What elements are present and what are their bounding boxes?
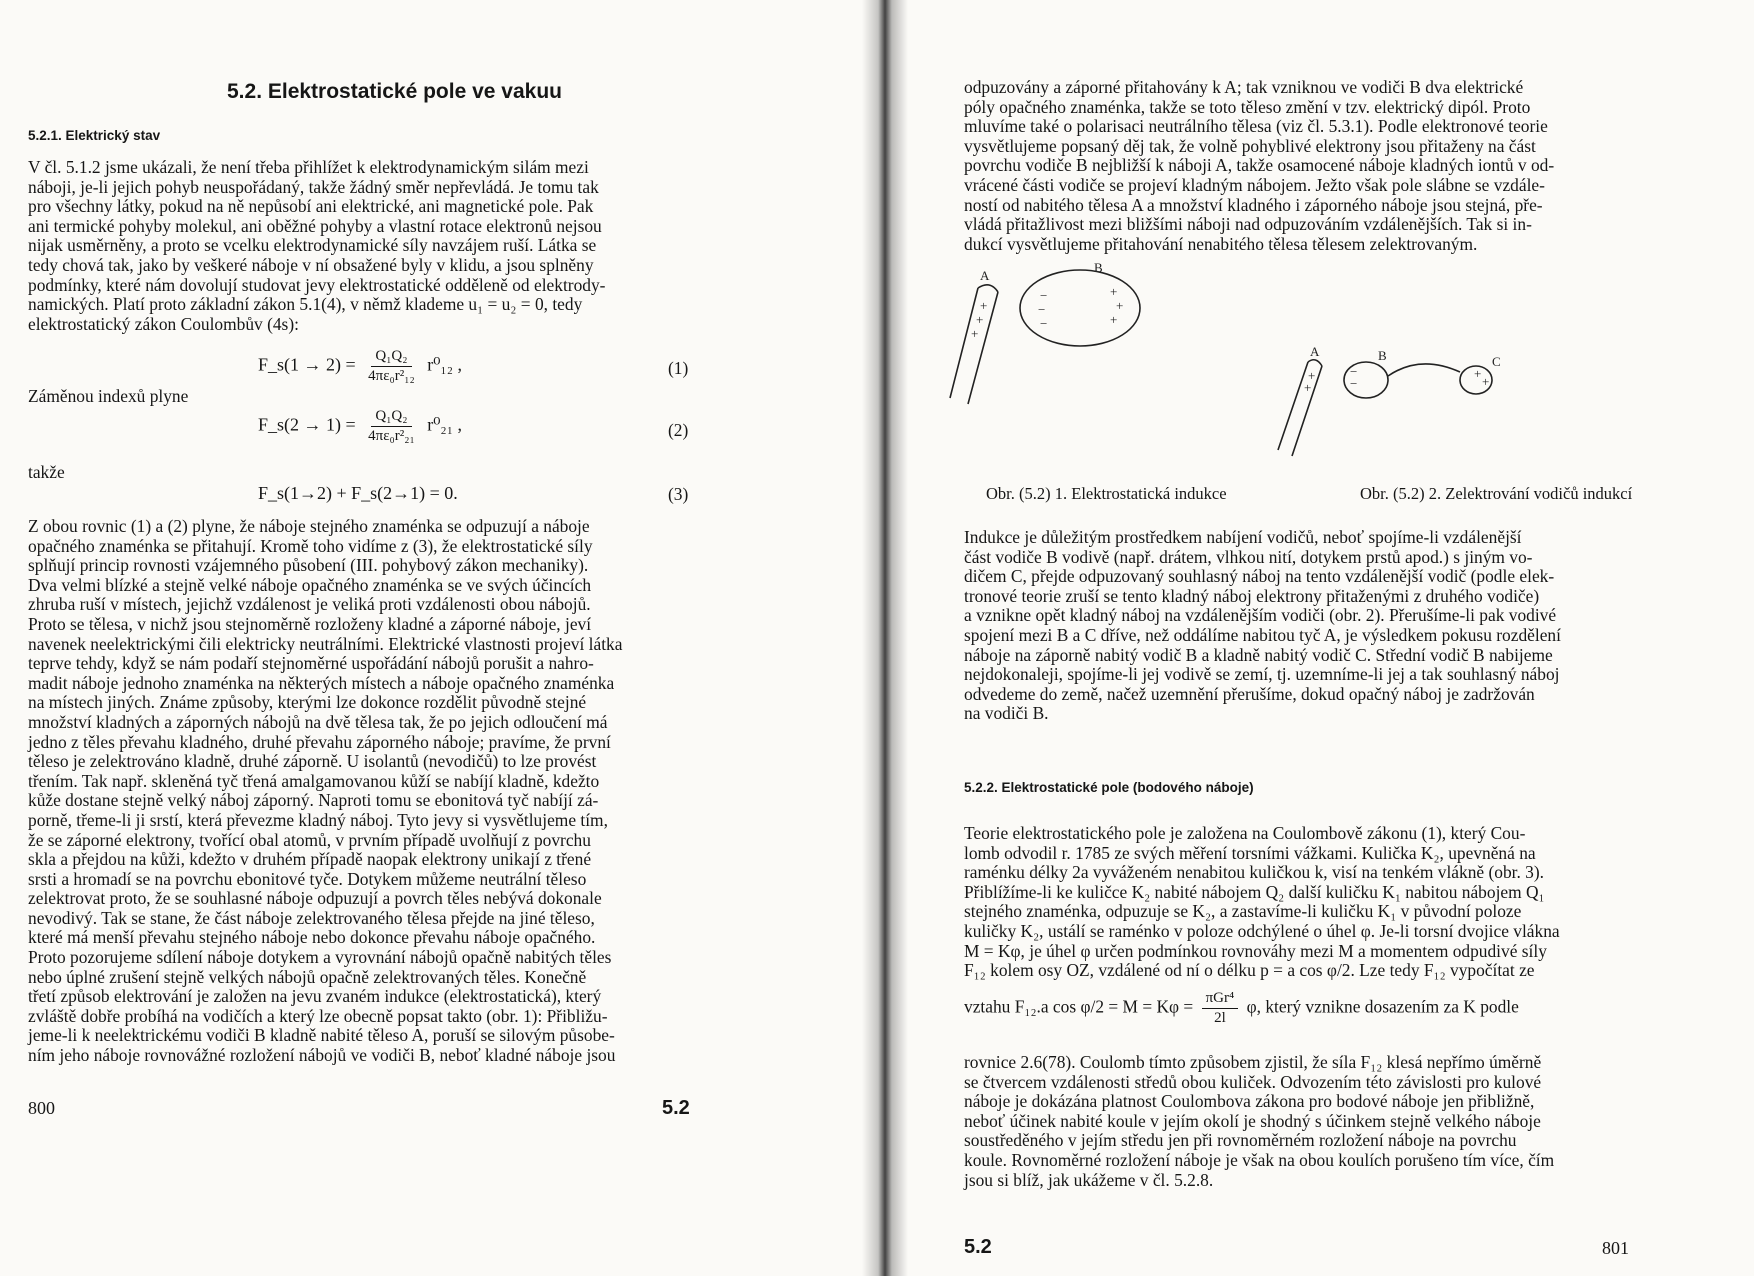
text-line: povrchu vodiče B nejbližší k náboji A, takže osamocené náboje kladných iontů v od- <box>964 155 1555 176</box>
equation-2-denominator: 4πε₀r²₂₁ <box>368 428 415 444</box>
text-line: rovnice 2.6(78). Coulomb tímto způsobem zjistil, že síla F₁₂ klesá nepřímo úměrně <box>964 1052 1542 1072</box>
left-page <box>0 0 870 1276</box>
text-line: kůže dostane stejně velký náboj záporný. Naproti tomu se ebonitová tyč nabíjí zá- <box>28 790 599 811</box>
equation-1 <box>258 348 462 385</box>
svg-text:+: + <box>1110 284 1118 299</box>
text-line: ním jeho náboje rovnovážné rozložení nábojů ve vodiči B, neboť kladné náboje jsou <box>28 1045 616 1066</box>
equation-2-lhs: F_s(2 → 1) = <box>258 414 356 435</box>
equation-1-rhs: r⁰₁₂ , <box>427 354 462 375</box>
figure-1-rod <box>950 288 998 404</box>
text-line: koule. Rovnoměrné rozložení náboje je však na obou koulích porušeno tím více, čím <box>964 1149 1555 1170</box>
text-line: na místech jiných. Známe způsoby, kterými lze dokonce rozdělit původně stejné <box>28 692 587 713</box>
text-line: tronové teorie zruší se tento kladný náboj elektrony přitaženými z druhého vodiče) <box>964 585 1540 606</box>
text-line: a vznikne opět kladný náboj na vzdálenějším vodiči (obr. 2). Přerušíme-li pak vodivé <box>964 605 1557 626</box>
text-line: třením. Tak např. skleněná tyč třená amalgamovanou kůží se nabíjí kladně, kdežto <box>28 770 600 791</box>
svg-text:−: − <box>1040 316 1048 331</box>
svg-text:−: − <box>1038 302 1046 317</box>
text-line: Proto pozorujeme sdílení náboje dotykem a vyrovnání nábojů opačně nabitých těles <box>28 947 612 968</box>
text-line: podmínky, které nám dovolují studovat jevy elektrostatické odděleně od elektrody- <box>28 274 606 295</box>
svg-text:+: + <box>1304 380 1312 395</box>
text-line: těleso je zelektrováno kladně, druhé záporně. U isolantů (nevodičů) to lze provést <box>28 751 597 772</box>
text-line: póly opačného znaménka, takže se toto těleso změní v tzv. elektrický dipól. Proto <box>964 96 1531 117</box>
text-line: porně, třeme-li ji srstí, která převezme kladný náboj. Tyto jevy si vysvětlujeme tím, <box>28 809 608 830</box>
figure-1-illustration <box>940 260 1260 418</box>
text-line: jedno z těles převahu kladného, druhé převahu záporného náboje; pravíme, že první <box>28 731 611 752</box>
text-line: Z obou rovnic (1) a (2) plyne, že náboje stejného znaménka se odpuzují a náboje <box>28 516 590 536</box>
running-head-left: 5.2 <box>662 1097 690 1119</box>
equation-2 <box>258 408 462 445</box>
equation-3: F_s(1→2) + F_s(2→1) = 0. <box>258 483 458 503</box>
page-number-right: 801 <box>1602 1238 1629 1258</box>
figure-1-label-a: A <box>980 268 990 283</box>
inline-equation-prefix: vztahu F₁₂.a cos φ/2 = M = Kφ = <box>964 996 1194 1017</box>
figure-2-label-a: A <box>1310 344 1320 359</box>
inline-equation-suffix: φ, který vznikne dosazením za K podle <box>1246 996 1519 1017</box>
svg-text:+: + <box>971 326 979 341</box>
text-line: odpuzovány a záporné přitahovány k A; tak vzniknou ve vodiči B dva elektrické <box>964 77 1524 97</box>
text-line: zelektrovat proto, že se souhlasné náboje odpuzují a povrch těles nebývá dokonale <box>28 888 602 909</box>
main-paragraph <box>28 517 692 1066</box>
svg-text:+: + <box>1110 312 1118 327</box>
text-line: F₁₂ kolem osy OZ, vzdálené od ní o délku p = a cos φ/2. Lze tedy F₁₂ vypočítat ze <box>964 960 1535 981</box>
text-line: raménku délky 2a vyváženém nenabitou kuličkou k, visí na tenkém vlákně (obr. 3). <box>964 862 1545 883</box>
text-line: skla a přejdou na kůži, kdežto v druhém případě naopak elektrony unikají z třené <box>28 849 592 870</box>
svg-text:+: + <box>976 312 984 327</box>
text-line: zhruba ruší v místech, jejichž vzdálenost je veliká proti vzdálenosti obou nábojů. <box>28 594 591 615</box>
equation-1-number: (1) <box>668 358 689 378</box>
text-line: opačného znaménka se přitahují. Kromě toho vidíme z (3), že elektrostatické síly <box>28 535 593 556</box>
text-line: soustředěného v jejím středu jen při rovnoměrném rozložení náboje na povrchu <box>964 1130 1517 1151</box>
figure-2-label-c: C <box>1492 354 1501 369</box>
text-line: se čtvercem vzdálenosti středů obou kuliček. Odvozením této závislosti pro kulové <box>964 1071 1542 1092</box>
text-line: množství kladných a záporných nábojů na dvě tělesa tak, že po jejich odloučení má <box>28 711 608 732</box>
text-line: namických. Platí proto základní zákon 5.1(4), v němž klademe u₁ = u₂ = 0, tedy <box>28 294 583 315</box>
figure-2-rod <box>1278 362 1322 456</box>
text-line: vládá přitažlivost mezi bližšími náboji nad odpuzováním vzdálenějších. Tak si in- <box>964 214 1532 235</box>
text-line: pro všechny látky, pokud na ně nepůsobí ani elektrické, ani magnetické pole. Pak <box>28 196 594 217</box>
subsection-title-5-2-2: 5.2.2. Elektrostatické pole (bodového náboje) <box>964 780 1254 795</box>
closing-paragraph <box>964 1053 1634 1190</box>
top-paragraph <box>964 78 1634 254</box>
text-line: nevodivý. Tak se stane, že část náboje zelektrovaného tělesa přejde na jiné těleso, <box>28 907 595 928</box>
text-line: jsou si blíž, jak ukážeme v čl. 5.2.8. <box>964 1169 1214 1190</box>
svg-text:−: − <box>1350 364 1358 379</box>
text-line: nebo úplné zrušení stejně velkých nábojů opačně zelektrovaných těles. Konečně <box>28 966 587 987</box>
text-line: srsti a hromadí se na povrchu ebonitové tyče. Dotykem můžeme neutrální těleso <box>28 868 587 889</box>
text-line: že se záporné elektrony, tvořící obal atomů, v prvním případě uvolňují z povrchu <box>28 829 591 850</box>
text-line: náboji, je-li jejich pohyb neuspořádaný, takže žádný směr nepřevládá. Je tomu tak <box>28 176 599 197</box>
text-line: stejného znaménka, odpuzuje se K₂, a zastavíme-li kuličku K₁ v původní poloze <box>964 901 1522 922</box>
figure-2-illustration <box>1270 344 1570 460</box>
text-line: nijak usměrněny, a proto se vcelku elektrodynamické síly navzájem ruší. Látka se <box>28 235 597 256</box>
text-line: vysvětlujeme popsaný děj tak, že volně pohyblivé elektrony jsou přitaženy na část <box>964 135 1536 156</box>
text-line: elektrostatický zákon Coulombův (4s): <box>28 313 299 334</box>
text-line: spojení mezi B a C dříve, než oddálíme nabitou tyč A, je výsledkem pokusu rozdělení <box>964 624 1561 645</box>
figure-2-label-b: B <box>1378 348 1387 363</box>
text-line: na vodiči B. <box>964 703 1049 724</box>
svg-text:+: + <box>1474 366 1482 381</box>
equation-2-numerator: Q₁Q₂ <box>371 408 411 427</box>
text-line: madit náboje jednoho znaménka na některých místech a náboje opačného znaménka <box>28 672 615 693</box>
label-index-swap: Záměnou indexů plyne <box>28 386 189 406</box>
equation-1-denominator: 4πε₀r²₁₂ <box>368 368 415 384</box>
coulomb-paragraph <box>964 824 1634 981</box>
text-line: mluvíme také o polarisaci neutrálního tělesa (viz čl. 5.3.1). Podle elektronové teorie <box>964 116 1548 137</box>
svg-text:−: − <box>1350 376 1358 391</box>
text-line: dičem C, přejde odpuzovaný souhlasný náboj na tento vzdálenější vodič (podle elek- <box>964 566 1555 587</box>
text-line: Dva velmi blízké a stejně velké náboje opačného znaménka se ve svých účincích <box>28 574 592 595</box>
text-line: nejdokonaleji, spojíme-li jej vodivě se zemí, tj. uzemníme-li jej a tak souhlasný náboj <box>964 664 1560 685</box>
text-line: náboje je dokázána platnost Coulombova zákona pro bodové náboje jen přibližně, <box>964 1091 1535 1112</box>
text-line: kuličky K₂, ustálí se raménko v poloze odchýlené o úhel φ. Je-li torsní dvojice vlákna <box>964 920 1560 941</box>
figure-2-wire <box>1388 364 1460 376</box>
text-line: dukcí vysvětlujeme přitahování nenabitého tělesa tělesem zelektrovaným. <box>964 233 1478 254</box>
right-page <box>900 0 1754 1276</box>
text-line: tedy chová tak, jako by veškeré náboje v ní obsažené byly v klidu, a jsou splněny <box>28 254 594 275</box>
equation-3-number: (3) <box>668 484 689 504</box>
text-line: ani termické pohyby molekul, ani oběžné pohyby a vlastní rotace elektronů nejsou <box>28 215 602 236</box>
inline-equation <box>964 990 1634 1027</box>
inline-equation-denominator: 2l <box>1214 1010 1226 1026</box>
figure-2-rod-tip <box>1308 360 1322 366</box>
inline-equation-numerator: πGr⁴ <box>1202 990 1239 1009</box>
induction-paragraph <box>964 528 1634 724</box>
intro-paragraph <box>28 158 692 334</box>
svg-text:+: + <box>1308 368 1316 383</box>
text-line: M = Kφ, je úhel φ určen podmínkou rovnováhy mezi M a momentem odpudivé síly <box>964 940 1547 961</box>
text-line: odvedeme do země, načež uzemnění přerušíme, dokud opačný náboj je zadržován <box>964 683 1535 704</box>
figure-1-caption: Obr. (5.2) 1. Elektrostatická indukce <box>986 484 1227 503</box>
text-line: V čl. 5.1.2 jsme ukázali, že není třeba přihlížet k elektrodynamickým silám mezi <box>28 157 589 177</box>
text-line: které má menší převahu stejného náboje nebo dokonce převahu náboje opačného. <box>28 927 596 948</box>
text-line: Indukce je důležitým prostředkem nabíjení vodičů, neboť spojíme-li vzdálenější <box>964 527 1522 547</box>
svg-text:+: + <box>1482 374 1490 389</box>
text-line: třetí způsob elektrování je založen na jevu zvaném indukce (elektrostatická), který <box>28 986 602 1007</box>
figure-1-rod-tip <box>978 285 998 292</box>
svg-text:+: + <box>1116 298 1124 313</box>
svg-text:−: − <box>1040 288 1048 303</box>
text-line: ností od nabitého tělesa A a množství kladného i záporného náboje jsou stejná, pře- <box>964 194 1543 215</box>
text-line: část vodiče B vodivě (např. drátem, vlhkou nití, dotykem prstů apod.) s jiným vo- <box>964 546 1533 567</box>
text-line: Přiblížíme-li ke kuličce K₂ nabité nábojem Q₂ další kuličku K₁ nabitou nábojem Q₁ <box>964 881 1545 902</box>
section-title: 5.2. Elektrostatické pole ve vakuu <box>227 80 562 103</box>
text-line: jeme-li k neelektrickému vodiči B kladně nabité těleso A, poruší se silovým působe- <box>28 1025 615 1046</box>
subsection-title-5-2-1: 5.2.1. Elektrický stav <box>28 128 161 143</box>
text-line: zvláště dobře probíhá na vodičích a který lze obecně popsat takto (obr. 1): Přibližu- <box>28 1005 608 1026</box>
svg-text:+: + <box>980 298 988 313</box>
equation-2-rhs: r⁰₂₁ , <box>427 414 462 435</box>
equation-2-number: (2) <box>668 420 689 440</box>
label-takze: takže <box>28 462 65 482</box>
text-line: neboť účinek nabité koule v jejím okolí je shodný s účinkem stejně velkého náboje <box>964 1110 1541 1131</box>
text-line: lomb odvodil r. 1785 ze svých měření torsními vážkami. Kulička K₂, upevněná na <box>964 842 1536 863</box>
figure-2-caption: Obr. (5.2) 2. Zelektrování vodičů indukcí <box>1360 484 1633 503</box>
text-line: Teorie elektrostatického pole je založena na Coulombově zákonu (1), který Cou- <box>964 823 1526 843</box>
text-line: navenek neelektrickými čili elektricky neutrálními. Elektrické vlastnosti projeví látka <box>28 633 623 654</box>
text-line: teprve tehdy, když se nám podaří stejnoměrné uspořádání nábojů porušit a nahro- <box>28 653 594 674</box>
text-line: splňují princip rovnosti vzájemného působení (III. pohybový zákon mechaniky). <box>28 555 589 576</box>
text-line: náboje na záporně nabitý vodič B a kladně nabitý vodič C. Střední vodič B nabijeme <box>964 644 1553 665</box>
page-number-left: 800 <box>28 1098 55 1118</box>
equation-1-numerator: Q₁Q₂ <box>371 348 411 367</box>
text-line: Proto se tělesa, v nichž jsou stejnoměrně rozloženy kladné a záporné náboje, jeví <box>28 613 592 634</box>
equation-1-lhs: F_s(1 → 2) = <box>258 354 356 375</box>
figure-1-label-b: B <box>1094 260 1103 275</box>
running-head-right: 5.2 <box>964 1236 992 1258</box>
text-line: vrácené části vodiče se projeví kladným nábojem. Ježto však pole slábne se vzdále- <box>964 174 1545 195</box>
